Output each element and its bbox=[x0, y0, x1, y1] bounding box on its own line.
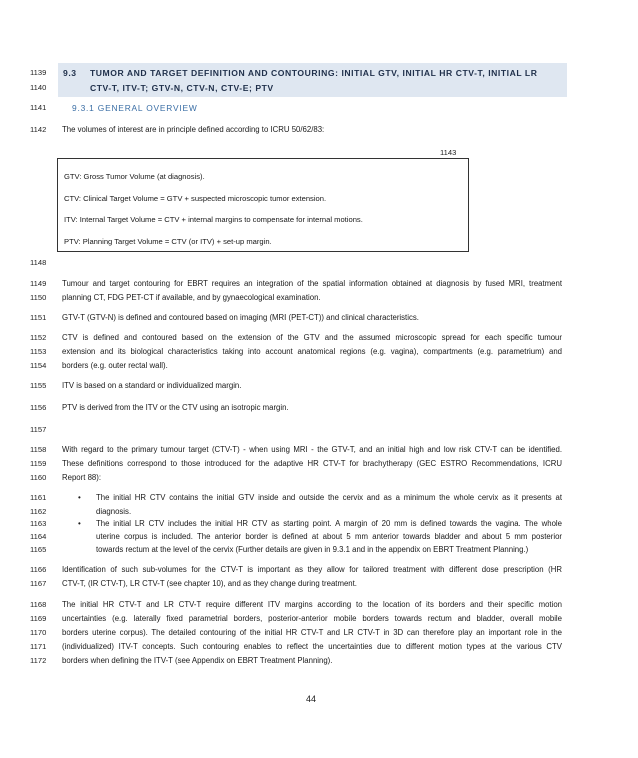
line-number: 1157 bbox=[30, 425, 47, 434]
line-number: 1139 bbox=[30, 68, 47, 77]
line-number: 1165 bbox=[30, 545, 47, 554]
line-number: 1148 bbox=[30, 258, 47, 267]
bullet-line: uterine corpus is included. The anterior border is defined at about 5 mm anterior towards bladder and about 5 mm posterior bbox=[96, 532, 562, 541]
bullet-line: The initial LR CTV includes the initial HR CTV as starting point. A margin of 20 mm is defined towards the vagina. The whole bbox=[96, 519, 562, 528]
line-number: 1169 bbox=[30, 614, 47, 623]
definition-ctv: CTV: Clinical Target Volume = GTV + suspected microscopic tumor extension. bbox=[64, 194, 327, 203]
paragraph-line: CTV-T, (IR CTV-T), LR CTV-T (see chapter 10), and as they change during treatment. bbox=[62, 579, 357, 588]
paragraph-line: With regard to the primary tumour target (CTV-T) - when using MRI - the GTV-T, and an initial high and low risk CTV-T can be identified. bbox=[62, 445, 562, 454]
line-number: 1142 bbox=[30, 125, 47, 134]
line-number: 1163 bbox=[30, 519, 47, 528]
line-number: 1156 bbox=[30, 403, 47, 412]
line-number: 1153 bbox=[30, 347, 47, 356]
paragraph-line: These definitions correspond to those introduced for the adaptive HR CTV-T for brachytherapy (GEC ESTRO Recommendations, ICRU bbox=[62, 459, 562, 468]
paragraph-line: (individualized) ITV-T concepts. Such contouring enables to reflect the uncertainties due to different motion types at the various CTV bbox=[62, 642, 562, 651]
line-number: 1154 bbox=[30, 361, 47, 370]
line-number: 1170 bbox=[30, 628, 47, 637]
line-number: 1168 bbox=[30, 600, 47, 609]
bullet-line: diagnosis. bbox=[96, 507, 132, 516]
line-number: 1159 bbox=[30, 459, 47, 468]
line-number: 1166 bbox=[30, 565, 47, 574]
paragraph-line: Tumour and target contouring for EBRT requires an integration of the spatial information obtained at diagnosis by fused MRI, treatment bbox=[62, 279, 562, 288]
line-number: 1162 bbox=[30, 507, 47, 516]
line-number: 1172 bbox=[30, 656, 47, 665]
definition-ptv: PTV: Planning Target Volume = CTV (or ITV) + set-up margin. bbox=[64, 237, 272, 246]
paragraph-line: CTV is defined and contoured based on the extension of the GTV and the assumed microscopic spread for each specific tumour bbox=[62, 333, 562, 342]
paragraph-line: Identification of such sub-volumes for the CTV-T is important as they allow for tailored treatment with different dose prescription (HR bbox=[62, 565, 562, 574]
bullet-marker: • bbox=[78, 493, 81, 502]
paragraph-line: ITV is based on a standard or individualized margin. bbox=[62, 381, 242, 390]
line-number: 1171 bbox=[30, 642, 47, 651]
line-number: 1155 bbox=[30, 381, 47, 390]
line-number: 1152 bbox=[30, 333, 47, 342]
intro-paragraph: The volumes of interest are in principle defined according to ICRU 50/62/83: bbox=[62, 125, 325, 134]
line-number: 1149 bbox=[30, 279, 47, 288]
paragraph-line: borders (e.g. outer rectal wall). bbox=[62, 361, 168, 370]
paragraph-line: uncertainties (e.g. laterally fixed parametrial borders, posterior-anterior mobile borders towards rectum and bladder, overall mobile bbox=[62, 614, 562, 623]
definition-gtv: GTV: Gross Tumor Volume (at diagnosis). bbox=[64, 172, 205, 181]
section-title-line-1: TUMOR AND TARGET DEFINITION AND CONTOURING: INITIAL GTV, INITIAL HR CTV-T, INITIAL LR bbox=[90, 68, 538, 78]
section-title-line-2: CTV-T, ITV-T; GTV-N, CTV-N, CTV-E; PTV bbox=[90, 83, 274, 93]
section-number: 9.3 bbox=[63, 68, 77, 78]
bullet-line: The initial HR CTV contains the initial GTV inside and outside the cervix and as a minimum the whole cervix as it presents at bbox=[96, 493, 562, 502]
line-number: 1164 bbox=[30, 532, 47, 541]
line-number: 1150 bbox=[30, 293, 47, 302]
bullet-line: towards rectum at the level of the cervix (Further details are given in 9.3.1 and in the appendix on EBRT Treatment Planning.) bbox=[96, 545, 529, 554]
line-number: 1140 bbox=[30, 83, 47, 92]
line-number: 1160 bbox=[30, 473, 47, 482]
box-line-number: 1143 bbox=[440, 148, 457, 157]
paragraph-line: GTV-T (GTV-N) is defined and contoured based on imaging (MRI (PET-CT)) and clinical characteristics. bbox=[62, 313, 419, 322]
definitions-box bbox=[57, 158, 469, 252]
paragraph-line: borders when defining the ITV-T (see Appendix on EBRT Treatment Planning). bbox=[62, 656, 333, 665]
line-number: 1167 bbox=[30, 579, 47, 588]
bullet-marker: • bbox=[78, 519, 81, 528]
paragraph-line: extension and its biological characteristics taking into account anatomical regions (e.g. vagina), compartments (e.g. parametrium) and bbox=[62, 347, 562, 356]
line-number: 1151 bbox=[30, 313, 47, 322]
paragraph-line: planning CT, FDG PET-CT if available, and by gynaecological examination. bbox=[62, 293, 321, 302]
paragraph-line: Report 88): bbox=[62, 473, 102, 482]
definition-itv: ITV: Internal Target Volume = CTV + internal margins to compensate for internal motions. bbox=[64, 215, 363, 224]
paragraph-line: The initial HR CTV-T and LR CTV-T require different ITV margins according to the location of its borders and their specific motion bbox=[62, 600, 562, 609]
line-number: 1141 bbox=[30, 103, 47, 112]
line-number: 1158 bbox=[30, 445, 47, 454]
paragraph-line: borders uterine corpus). The detailed contouring of the initial HR CTV-T and LR CTV-T in 3D can therefore play an important role in the bbox=[62, 628, 562, 637]
subsection-title: 9.3.1 GENERAL OVERVIEW bbox=[72, 103, 198, 113]
page-number: 44 bbox=[306, 694, 317, 704]
line-number: 1161 bbox=[30, 493, 47, 502]
paragraph-line: PTV is derived from the ITV or the CTV using an isotropic margin. bbox=[62, 403, 289, 412]
